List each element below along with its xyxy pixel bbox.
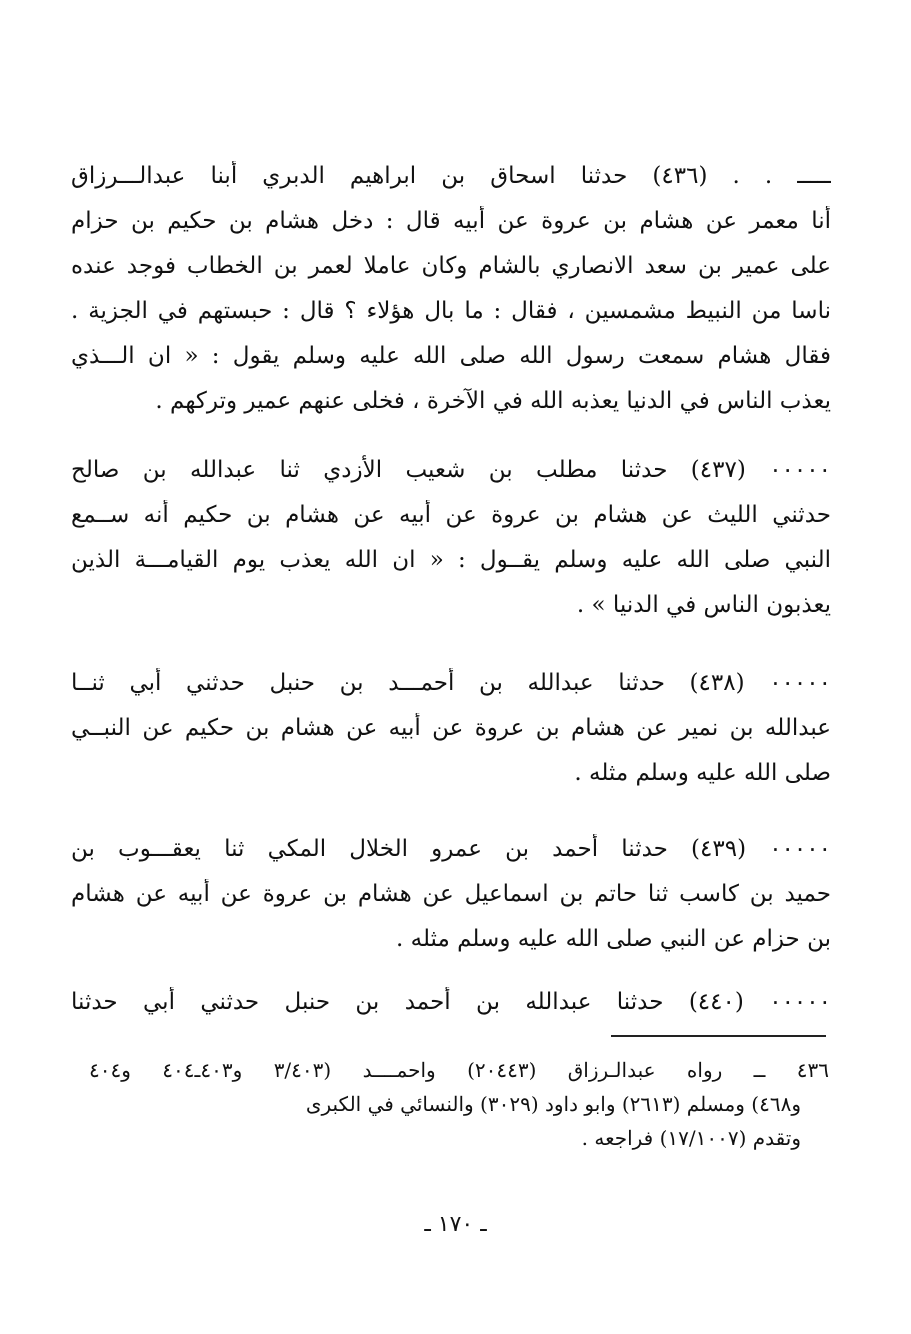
hadith-438-line-1: ٠٠٠٠٠ (٤٣٨) حدثنا عبدالله بن أحمـــد بن حنبل حدثني أبي ثنــا bbox=[71, 670, 831, 696]
hadith-437-line-1: ٠٠٠٠٠ (٤٣٧) حدثنا مطلب بن شعيب الأزدي ثنا عبدالله بن صالح bbox=[71, 457, 831, 483]
hadith-437-line-2: حدثني الليث عن هشام بن عروة عن أبيه عن هشام بن حكيم أنه ســمع bbox=[71, 502, 831, 528]
hadith-436-line-5: فقال هشام سمعت رسول الله صلى الله عليه وسلم يقول : « ان الـــذي bbox=[71, 343, 831, 369]
page-number: ـ ١٧٠ ـ bbox=[424, 1212, 487, 1237]
hadith-436-line-4: ناسا من النبيط مشمسين ، فقال : ما بال هؤلاء ؟ قال : حبستهم في الجزية . bbox=[71, 298, 831, 324]
hadith-437-line-3: النبي صلى الله عليه وسلم يقــول : « ان الله يعذب يوم القيامـــة الذين bbox=[71, 547, 831, 573]
hadith-438-line-2: عبدالله بن نمير عن هشام بن عروة عن أبيه عن هشام بن حكيم عن النبــي bbox=[71, 715, 831, 741]
hadith-438-line-3: صلى الله عليه وسلم مثله . bbox=[574, 760, 831, 786]
hadith-440-line-1: ٠٠٠٠٠ (٤٤٠) حدثنا عبدالله بن أحمد بن حنبل حدثني أبي حدثنا bbox=[71, 989, 831, 1015]
hadith-436-line-6: يعذب الناس في الدنيا يعذبه الله في الآخرة ، فخلى عنهم عمير وتركهم . bbox=[155, 388, 831, 414]
hadith-436-line-2: أنا معمر عن هشام بن عروة عن أبيه قال : دخل هشام بن حكيم بن حزام bbox=[71, 208, 831, 234]
footnote-line-3: وتقدم (١٧/١٠٠٧) فراجعه . bbox=[581, 1126, 801, 1150]
hadith-439-line-3: بن حزام عن النبي صلى الله عليه وسلم مثله . bbox=[395, 926, 831, 952]
hadith-436-line-1: ـــــ . . (٤٣٦) حدثنا اسحاق بن ابراهيم الدبري أبنا عبدالـــرزاق bbox=[71, 163, 831, 189]
footnote-line-1: ٤٣٦ ــ رواه عبدالـرزاق (٢٠٤٤٣) واحمــــد (٣/٤٠٣ و٤٠٣ـ٤٠٤ و٤٠٤ bbox=[89, 1058, 829, 1082]
hadith-437-line-4: يعذبون الناس في الدنيا » . bbox=[576, 592, 831, 618]
footnote-line-2: و٤٦٨) ومسلم (٢٦١٣) وابو داود (٣٠٢٩) والنسائي في الكبرى bbox=[305, 1092, 801, 1116]
hadith-439-line-2: حميد بن كاسب ثنا حاتم بن اسماعيل عن هشام بن عروة عن أبيه عن هشام bbox=[71, 881, 831, 907]
footnote-divider bbox=[611, 1035, 826, 1037]
hadith-436-line-3: على عمير بن سعد الانصاري بالشام وكان عاملا لعمر بن الخطاب فوجد عنده bbox=[71, 253, 831, 279]
hadith-439-line-1: ٠٠٠٠٠ (٤٣٩) حدثنا أحمد بن عمرو الخلال المكي ثنا يعقـــوب بن bbox=[71, 836, 831, 862]
